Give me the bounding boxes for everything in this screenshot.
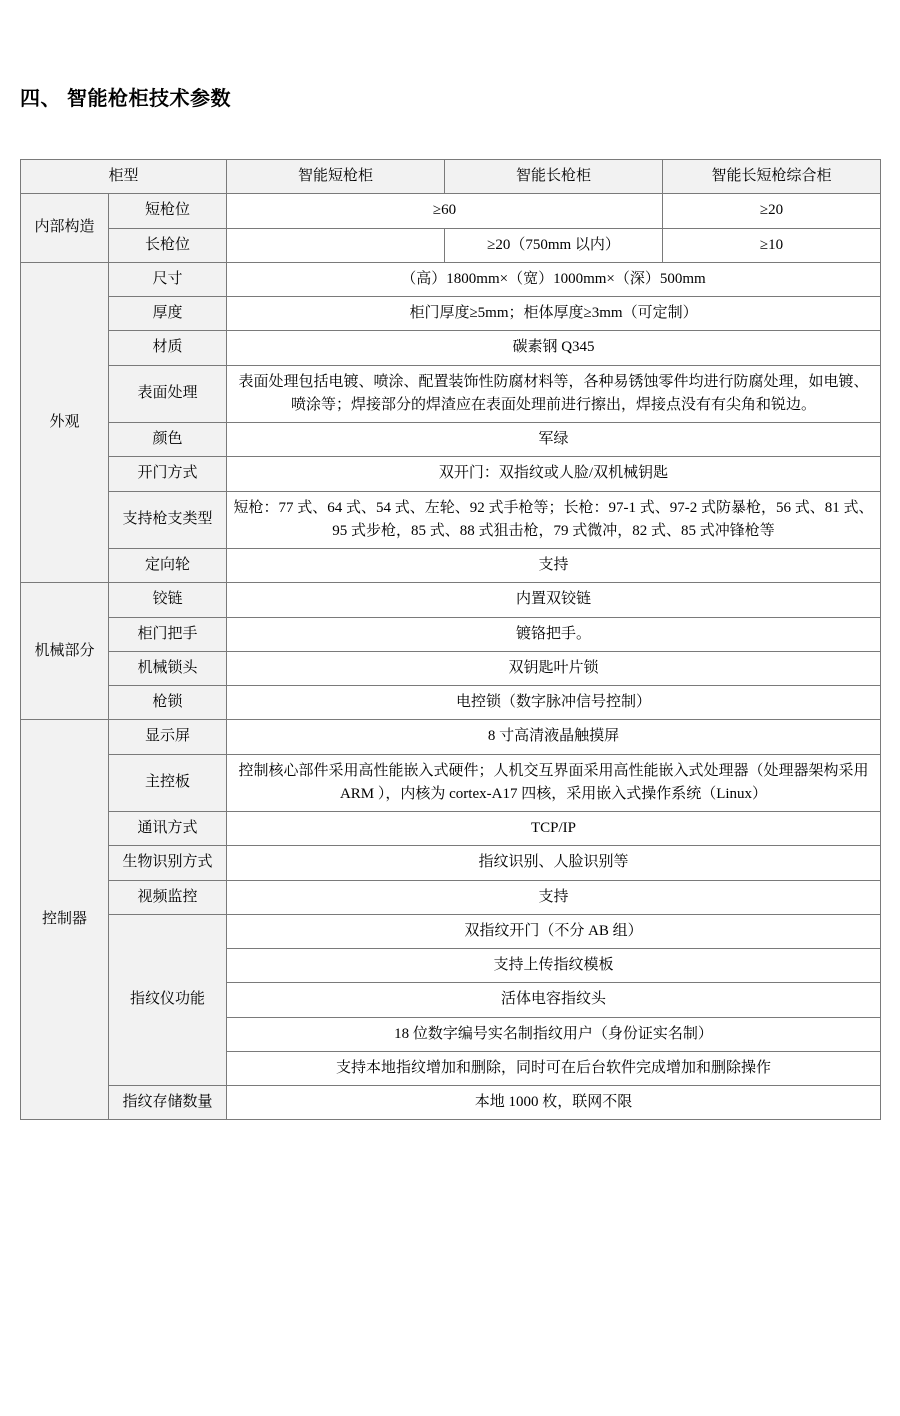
table-row [21,365,881,423]
table-row [21,812,881,846]
value-biometric-method: 指纹识别、人脸识别等 [227,846,881,880]
header-col-combo: 智能长短枪综合柜 [663,160,881,194]
value-color: 军绿 [227,423,881,457]
value-mechanical-lock: 双钥匙叶片锁 [227,651,881,685]
item-supported-gun-types: 支持枪支类型 [109,491,227,549]
category-mechanical: 机械部分 [21,583,109,720]
table-row [21,754,881,812]
category-internal-structure: 内部构造 [21,194,109,263]
value-communication: TCP/IP [227,812,881,846]
spec-table [20,159,881,1120]
table-row [21,491,881,549]
category-controller: 控制器 [21,720,109,1120]
value-door-handle: 镀铬把手。 [227,617,881,651]
table-row [21,617,881,651]
item-video-monitoring: 视频监控 [109,880,227,914]
table-row [21,297,881,331]
value-thickness: 柜门厚度≥5mm；柜体厚度≥3mm（可定制） [227,297,881,331]
value-material: 碳素钢 Q345 [227,331,881,365]
item-material: 材质 [109,331,227,365]
table-row [21,720,881,754]
header-cabinet-type: 柜型 [21,160,227,194]
item-mechanical-lock: 机械锁头 [109,651,227,685]
item-thickness: 厚度 [109,297,227,331]
value-video-monitoring: 支持 [227,880,881,914]
item-communication: 通讯方式 [109,812,227,846]
value-surface-treatment: 表面处理包括电镀、喷涂、配置装饰性防腐材料等，各种易锈蚀零件均进行防腐处理，如电镀、喷涂等；焊接部分的焊渣应在表面处理前进行擦出，焊接点没有有尖角和锐边。 [227,365,881,423]
item-caster-wheels: 定向轮 [109,549,227,583]
value-hinge: 内置双铰链 [227,583,881,617]
table-row [21,331,881,365]
header-col-short: 智能短枪柜 [227,160,445,194]
header-col-long: 智能长枪柜 [445,160,663,194]
table-row [21,914,881,948]
table-row [21,194,881,228]
value-supported-gun-types: 短枪：77 式、64 式、54 式、左轮、92 式手枪等；长枪：97-1 式、97-2 式防暴枪，56 式、81 式、95 式步枪，85 式、88 式狙击枪，79 式微冲，82 式、85 式冲锋枪等 [227,491,881,549]
category-appearance: 外观 [21,262,109,583]
table-header-row [21,160,881,194]
table-row [21,228,881,262]
item-long-gun-slots: 长枪位 [109,228,227,262]
item-gun-lock: 枪锁 [109,686,227,720]
value-dimensions: （高）1800mm×（宽）1000mm×（深）500mm [227,262,881,296]
value-fingerprint-live-capacitive: 活体电容指纹头 [227,983,881,1017]
value-fingerprint-dual-open: 双指纹开门（不分 AB 组） [227,914,881,948]
value-fingerprint-template-upload: 支持上传指纹模板 [227,949,881,983]
item-dimensions: 尺寸 [109,262,227,296]
item-main-board: 主控板 [109,754,227,812]
value-fingerprint-add-delete: 支持本地指纹增加和删除，同时可在后台软件完成增加和删除操作 [227,1051,881,1085]
table-row [21,423,881,457]
item-surface-treatment: 表面处理 [109,365,227,423]
item-door-handle: 柜门把手 [109,617,227,651]
item-biometric-method: 生物识别方式 [109,846,227,880]
value-short-gun-slots-b: ≥20 [663,194,881,228]
value-short-gun-slots-a: ≥60 [227,194,663,228]
item-fingerprint-functions: 指纹仪功能 [109,914,227,1085]
item-hinge: 铰链 [109,583,227,617]
table-row [21,262,881,296]
table-row [21,1086,881,1120]
item-color: 颜色 [109,423,227,457]
value-long-gun-slots-a [227,228,445,262]
table-row [21,880,881,914]
value-fingerprint-real-name: 18 位数字编号实名制指纹用户（身份证实名制） [227,1017,881,1051]
table-row [21,583,881,617]
item-door-opening: 开门方式 [109,457,227,491]
item-short-gun-slots: 短枪位 [109,194,227,228]
table-row [21,846,881,880]
value-display: 8 寸高清液晶触摸屏 [227,720,881,754]
value-caster-wheels: 支持 [227,549,881,583]
page-title: 四、 智能枪柜技术参数 [20,88,232,110]
item-fingerprint-storage: 指纹存储数量 [109,1086,227,1120]
table-row [21,651,881,685]
item-display: 显示屏 [109,720,227,754]
value-gun-lock: 电控锁（数字脉冲信号控制） [227,686,881,720]
table-row [21,457,881,491]
value-long-gun-slots-b: ≥20（750mm 以内） [445,228,663,262]
value-long-gun-slots-c: ≥10 [663,228,881,262]
table-row [21,549,881,583]
value-fingerprint-storage: 本地 1000 枚，联网不限 [227,1086,881,1120]
value-main-board: 控制核心部件采用高性能嵌入式硬件；人机交互界面采用高性能嵌入式处理器（处理器架构采用 ARM ），内核为 cortex-A17 四核，采用嵌入式操作系统（Linux） [227,754,881,812]
value-door-opening: 双开门：双指纹或人脸/双机械钥匙 [227,457,881,491]
table-row [21,686,881,720]
